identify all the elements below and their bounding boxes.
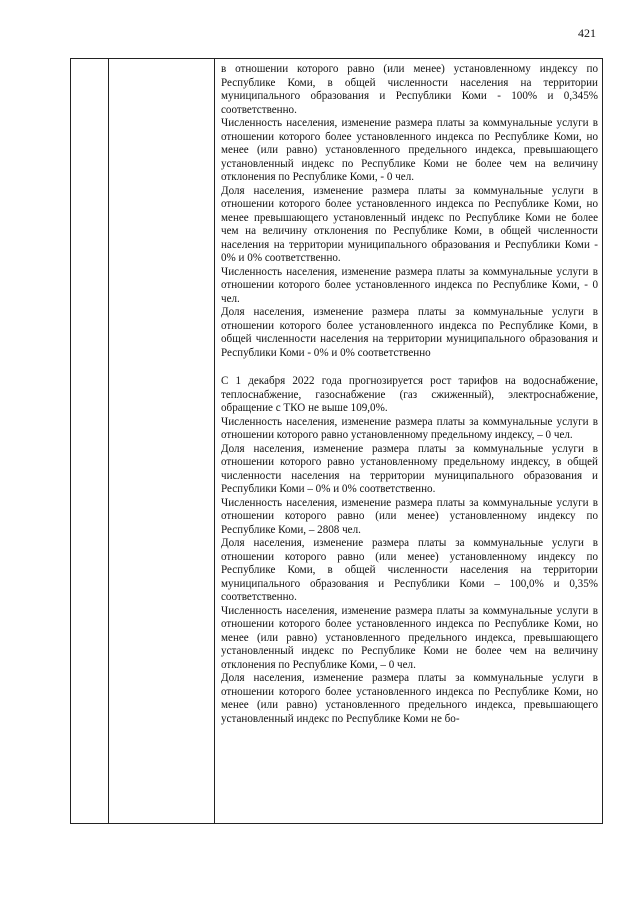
- page-number: 421: [578, 26, 596, 40]
- empty-cell-col2: [109, 59, 215, 824]
- paragraph-gap: [221, 360, 598, 375]
- table-row: [71, 59, 603, 824]
- paragraph: Численность населения, изменение размера платы за коммунальные услуги в отношении которого более установленного индекса по Республике Коми, но менее (или равно) установленного предельного индекса, превышающего установленный индекс по Республике Коми не более чем на величину отклонения по Республике Коми, – 0 чел.: [221, 604, 598, 671]
- paragraph: Численность населения, изменение размера платы за коммунальные услуги в отношении которого равно установленному предельному индексу, – 0 чел.: [221, 415, 598, 441]
- empty-cell-col1: [71, 59, 109, 824]
- paragraph: Доля населения, изменение размера платы за коммунальные услуги в отношении которого более установленного индекса по Республике Коми, но менее превышающего установленный индекс по Республике Коми не более чем на величину отклонения по Республике Коми, в общей численности населения на территории муниципального образования и Республики Коми - 0% и 0% соответственно.: [221, 184, 598, 264]
- paragraph: Доля населения, изменение размера платы за коммунальные услуги в отношении которого равно установленному предельному индексу, в общей численности населения на территории муниципального образования и Республики Коми – 0% и 0% соответственно.: [221, 442, 598, 495]
- content-cell: [215, 59, 603, 824]
- paragraph: Доля населения, изменение размера платы за коммунальные услуги в отношении которого более установленного индекса по Республике Коми, но менее (или равно) установленного предельного индекса, превышающего установленный индекс по Республике Коми не бо-: [221, 672, 598, 725]
- paragraph: в отношении которого равно (или менее) установленному индексу по Республике Коми, в общей численности населения на территории муниципального образования и Республики Коми - 100% и 0,345% соответственно.: [221, 63, 598, 116]
- document-table: [70, 58, 603, 824]
- paragraph: С 1 декабря 2022 года прогнозируется рост тарифов на водоснабжение, теплоснабжение, газоснабжение (газ сжиженный), электроснабжение, обращение с ТКО не выше 109,0%.: [221, 375, 598, 414]
- paragraph: Доля населения, изменение размера платы за коммунальные услуги в отношении которого более установленного индекса по Республике Коми, в общей численности населения на территории муниципального образования и Республики Коми - 0% и 0% соответственно: [221, 306, 598, 359]
- paragraph: Доля населения, изменение размера платы за коммунальные услуги в отношении которого равно (или менее) установленному индексу по Республике Коми, в общей численности населения на территории муниципального образования и Республики Коми – 100,0% и 0,35% соответственно.: [221, 537, 598, 603]
- paragraph: Численность населения, изменение размера платы за коммунальные услуги в отношении которого более установленного индекса по Республике Коми, но менее (или равно) установленного предельного индекса, превышающего установленный индекс по Республике Коми не более чем на величину отклонения по Республике Коми, - 0 чел.: [221, 117, 598, 183]
- paragraph: Численность населения, изменение размера платы за коммунальные услуги в отношении которого более установленного индекса по Республике Коми, - 0 чел.: [221, 265, 598, 305]
- paragraph: Численность населения, изменение размера платы за коммунальные услуги в отношении которого равно (или менее) установленному индексу по Республике Коми, – 2808 чел.: [221, 496, 598, 536]
